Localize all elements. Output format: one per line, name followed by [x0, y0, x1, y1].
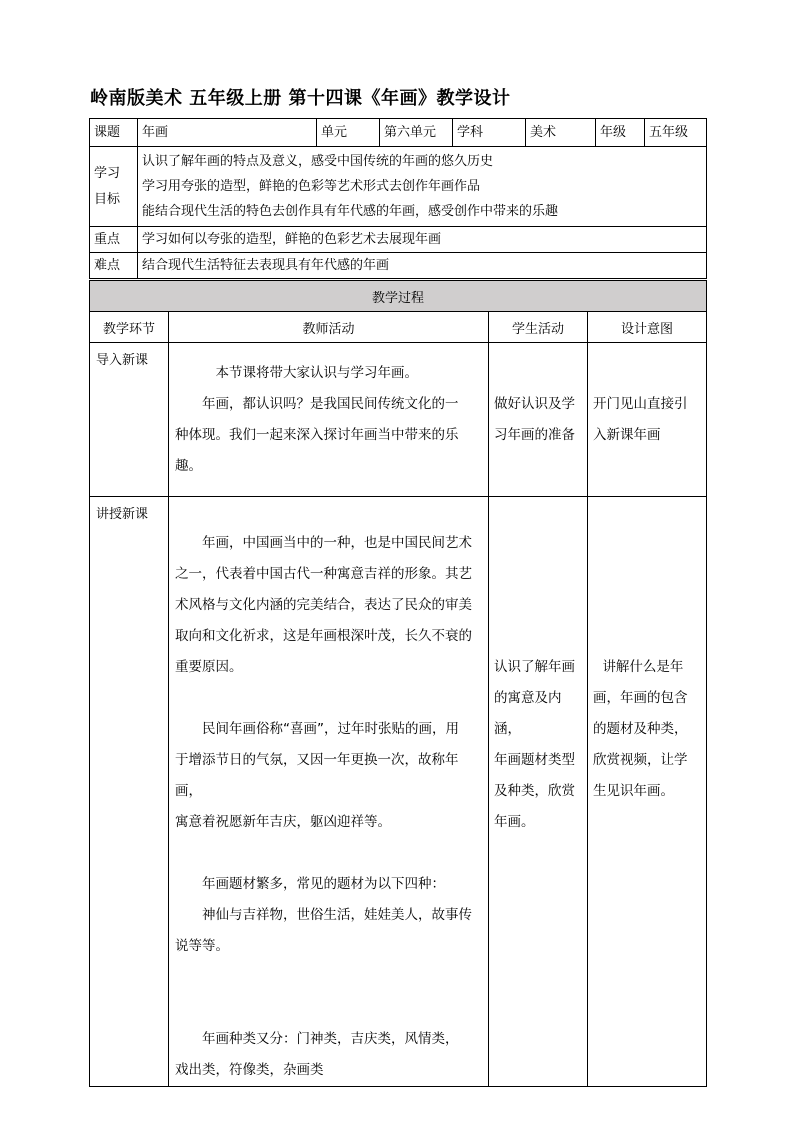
design-line: 讲解什么是年: [602, 659, 684, 675]
teacher-line: 年画题材繁多，常见的题材为以下四种：: [202, 876, 445, 892]
design-line: 的题材及种类，: [593, 721, 688, 737]
difficulty-value: 结合现代生活特征去表现具有年代感的年画: [138, 253, 707, 279]
teacher-line: 神仙与吉祥物，世俗生活，娃娃美人，故事传: [202, 907, 472, 923]
design-intent-lecture: [588, 497, 707, 1087]
difficulty-label: 难点: [90, 253, 138, 279]
student-activity-intro: [489, 343, 588, 497]
student-activity-lecture: [489, 497, 588, 1087]
teaching-process-table: [89, 280, 707, 1087]
subject-label: 学科: [453, 119, 526, 147]
lesson-info-table: [89, 118, 707, 279]
design-line: 入新课年画: [593, 426, 661, 443]
teacher-activity-intro: [169, 343, 489, 497]
design-intent-intro: [588, 343, 707, 497]
unit-label: 单元: [317, 119, 380, 147]
subject-value: 美术: [526, 119, 596, 147]
student-line: 年画题材类型: [494, 752, 575, 768]
design-line: 欣赏视频，让学: [593, 752, 688, 768]
teacher-line: 取向和文化祈求，这是年画根深叶茂，长久不衰的: [175, 628, 472, 644]
section-header: 教学过程: [90, 281, 707, 312]
design-line: 生见识年画。: [593, 783, 674, 799]
teacher-line: 重要原因。: [175, 659, 243, 675]
teacher-line: 年画种类又分：门神类，吉庆类，风情类，: [202, 1031, 459, 1047]
unit-value: 第六单元: [380, 119, 453, 147]
teacher-line: 种体现。我们一起来深入探讨年画当中带来的乐趣。: [175, 426, 459, 474]
goal-item: 能结合现代生活的特色去创作具有年代感的年画，感受创作中带来的乐趣: [142, 204, 559, 219]
grade-value: 五年级: [645, 119, 707, 147]
goal-item: 认识了解年画的特点及意义，感受中国传统的年画的悠久历史: [142, 154, 494, 169]
col-header-stage: 教学环节: [90, 312, 169, 343]
teacher-line: 本节课将带大家认识与学习年画。: [215, 364, 418, 381]
grade-label: 年级: [596, 119, 645, 147]
teacher-line: 年画，中国画当中的一种，也是中国民间艺术: [202, 535, 472, 551]
student-line: 习年画的准备: [494, 426, 575, 443]
teacher-line: 说等等。: [175, 938, 229, 954]
teacher-activity-lecture: [169, 497, 489, 1087]
stage-intro: 导入新课: [90, 343, 169, 497]
goals-label-line-1: 学习: [94, 165, 121, 181]
teacher-line: 之一，代表着中国古代一种寓意吉祥的形象。其艺: [175, 566, 472, 582]
key-point-value: 学习如何以夸张的造型，鲜艳的色彩艺术去展现年画: [138, 227, 707, 253]
teacher-line: 年画，都认识吗？是我国民间传统文化的一: [202, 395, 459, 412]
teacher-line: 于增添节日的气氛，又因一年更换一次，故称年画，: [175, 752, 459, 799]
teacher-line: 民间年画俗称“喜画”，过年时张贴的画，用: [202, 721, 459, 737]
goal-item: 学习用夸张的造型，鲜艳的色彩等艺术形式去创作年画作品: [142, 179, 481, 194]
design-line: 开门见山直接引: [593, 395, 688, 412]
student-line: 及种类，欣赏: [494, 783, 575, 799]
document-title: 岭南版美术 五年级上册 第十四课《年画》教学设计: [90, 88, 511, 109]
goals-value: [138, 147, 707, 227]
stage-lecture: 讲授新课: [90, 497, 169, 1087]
col-header-student: 学生活动: [489, 312, 588, 343]
student-line: 的寓意及内涵，: [494, 690, 562, 737]
col-header-teacher: 教师活动: [169, 312, 489, 343]
student-line: 做好认识及学: [494, 395, 575, 412]
key-point-label: 重点: [90, 227, 138, 253]
goals-label: [90, 147, 138, 227]
lesson-value: 年画: [138, 119, 317, 147]
teacher-line: 戏出类，符像类，杂画类: [175, 1062, 324, 1078]
student-line: 认识了解年画: [494, 659, 575, 675]
col-header-design: 设计意图: [588, 312, 707, 343]
lesson-label: 课题: [90, 119, 138, 147]
student-line: 年画。: [494, 814, 535, 830]
design-line: 画，年画的包含: [593, 690, 688, 706]
goals-label-line-2: 目标: [94, 191, 121, 207]
teacher-line: 寓意着祝愿新年吉庆，躯凶迎祥等。: [175, 814, 391, 830]
teacher-line: 术风格与文化内涵的完美结合，表达了民众的审美: [175, 597, 472, 613]
